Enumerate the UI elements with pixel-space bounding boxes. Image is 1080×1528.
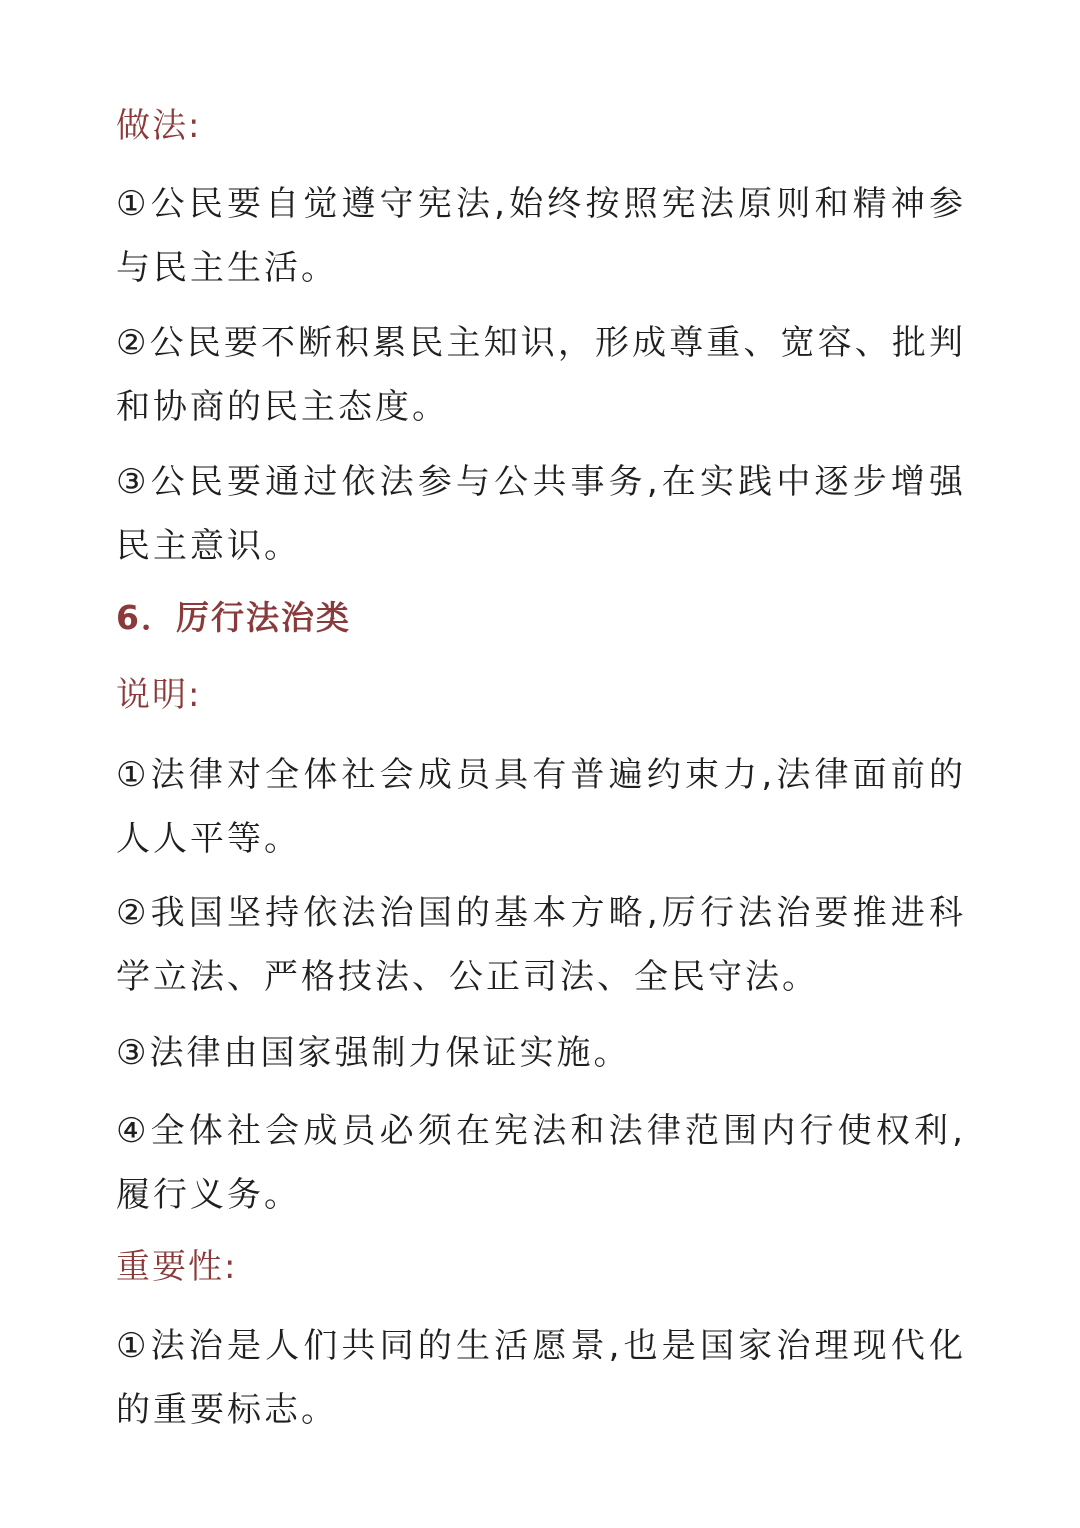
paragraph-importance-1: ①法治是人们共同的生活愿景,也是国家治理现代化的重要标志。 [116,1326,966,1430]
paragraph-practice-3: ③公民要通过依法参与公共事务,在实践中逐步增强民主意识。 [116,462,966,566]
paragraph-explanation-2: ②我国坚持依法治国的基本方略,厉行法治要推进科学立法、严格技法、公正司法、全民守法。 [116,893,966,997]
paragraph-practice-2: ②公民要不断积累民主知识，形成尊重、宽容、批判和协商的民主态度。 [116,323,966,427]
label-importance: 重要性: [116,1247,238,1287]
paragraph-explanation-3: ③法律由国家强制力保证实施。 [116,1033,631,1073]
paragraph-practice-1: ①公民要自觉遵守宪法,始终按照宪法原则和精神参与民主生活。 [116,184,966,288]
paragraph-explanation-4: ④全体社会成员必须在宪法和法律范围内行使权利,履行义务。 [116,1111,966,1215]
section-title-rule-of-law: 6．厉行法治类 [116,598,351,637]
label-explanation: 说明: [116,675,202,715]
label-practice: 做法: [116,106,202,146]
paragraph-explanation-1: ①法律对全体社会成员具有普遍约束力,法律面前的人人平等。 [116,755,966,859]
